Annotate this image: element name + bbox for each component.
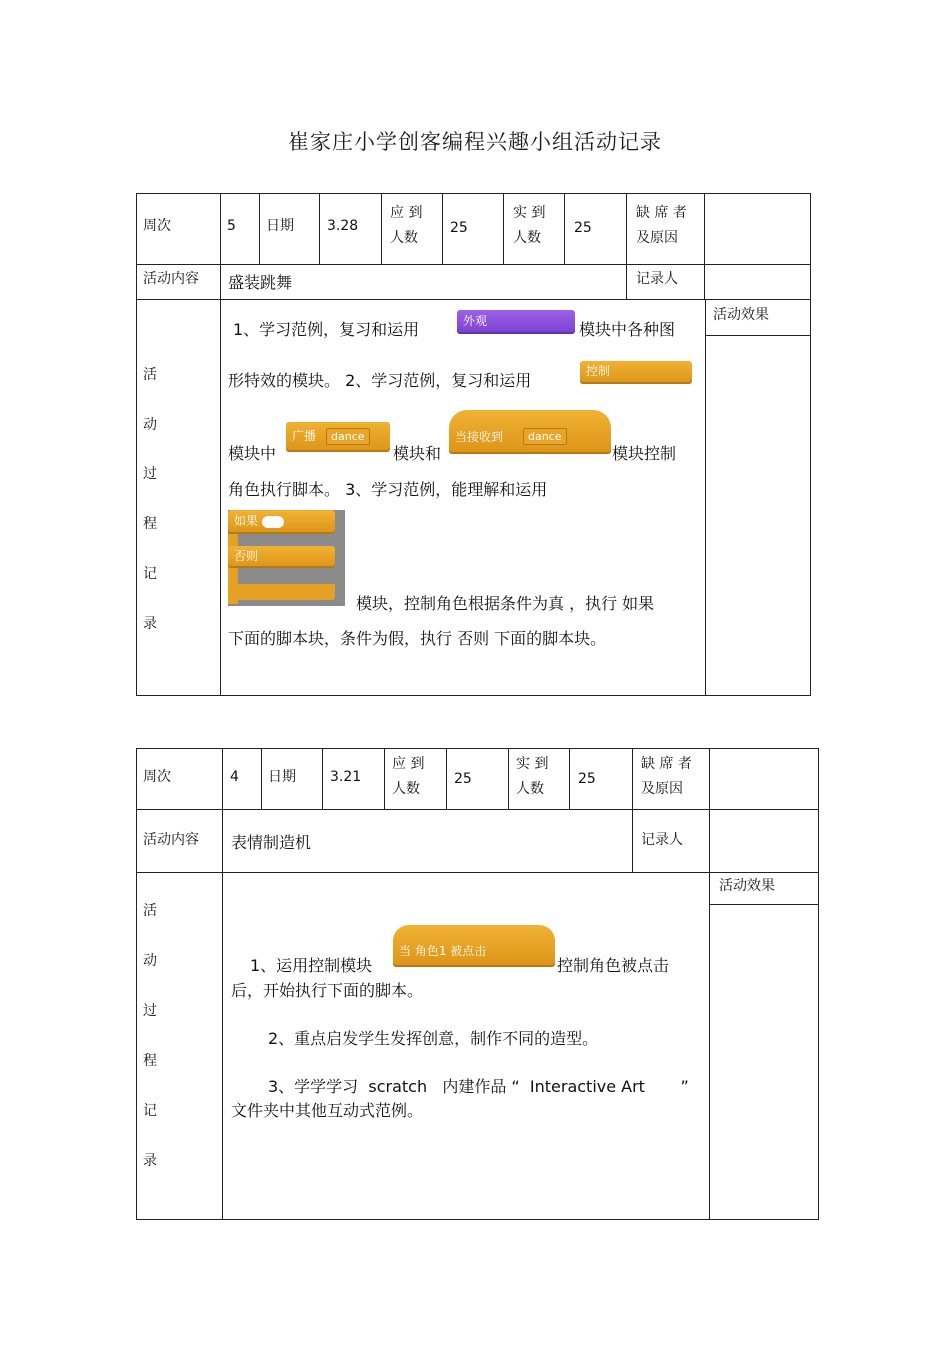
process-text: 控制角色被点击 [557,956,670,975]
process-text: 模块，控制角色根据条件为真 ，执行 如果 [356,594,655,613]
process-char: 录 [143,616,157,632]
looks-block: 外观 [457,310,575,334]
page-title: 崔家庄小学创客编程兴趣小组活动记录 [288,130,662,154]
should-attend-label: 应 到 人数 [392,756,425,797]
broadcast-block: 广播 dance [286,422,390,452]
content-label: 活动内容 [143,832,199,848]
process-char: 动 [143,953,157,969]
content-value: 盛装跳舞 [228,273,293,292]
process-text: 文件夹中其他互动式范例。 [231,1101,424,1120]
process-text: 下面的脚本块，条件为假，执行 否则 下面的脚本块。 [228,629,607,648]
absent-label: 缺 席 者 及原因 [636,205,687,246]
process-text: 3、学学学习 scratch 内建作品 “ Interactive Art ” [268,1077,689,1096]
process-char: 活 [143,367,157,383]
actual-attend-value: 25 [578,771,596,787]
week-value: 5 [227,218,236,234]
date-value: 3.28 [327,218,359,234]
process-char: 程 [143,1053,157,1069]
actual-attend-value: 25 [574,220,592,236]
should-attend-value: 25 [450,220,468,236]
sprite-clicked-block: 当 角色1 被点击 [393,925,555,967]
effect-label: 活动效果 [713,307,769,323]
date-label: 日期 [268,769,296,785]
process-text: 2、重点启发学生发挥创意，制作不同的造型。 [268,1029,599,1048]
process-char: 录 [143,1153,157,1169]
recorder-label: 记录人 [641,832,683,848]
process-text: 模块控制 [612,444,677,463]
process-char: 记 [143,1103,157,1119]
else-block: 否则 [228,546,335,568]
process-text: 模块中各种图 [579,320,676,339]
content-value: 表情制造机 [231,833,312,852]
process-text: 后，开始执行下面的脚本。 [231,981,424,1000]
date-value: 3.21 [330,769,362,785]
if-else-block: 如果 [228,510,335,534]
process-text: 模块和 [393,444,442,463]
when-receive-block: 当接收到 dance [449,410,611,454]
absent-label: 缺 席 者 及原因 [641,756,692,797]
control-block: 控制 [580,361,692,384]
date-label: 日期 [266,218,294,234]
process-char: 活 [143,903,157,919]
process-char: 记 [143,566,157,582]
recorder-label: 记录人 [636,271,678,287]
week-value: 4 [230,769,239,785]
should-attend-value: 25 [454,771,472,787]
actual-attend-label: 实 到 人数 [513,205,546,246]
actual-attend-label: 实 到 人数 [516,756,549,797]
process-char: 动 [143,417,157,433]
week-label: 周次 [143,769,171,785]
process-text: 角色执行脚本。 3、学习范例，能理解和运用 [228,480,548,499]
process-text: 形特效的模块。 2、学习范例，复习和运用 [228,371,532,390]
week-label: 周次 [143,218,171,234]
process-text: 模块中 [228,444,277,463]
process-char: 过 [143,1003,157,1019]
content-label: 活动内容 [143,271,199,287]
process-text: 1、运用控制模块 [250,956,373,975]
process-char: 过 [143,466,157,482]
effect-label: 活动效果 [719,878,775,894]
process-char: 程 [143,516,157,532]
process-text: 1、学习范例，复习和运用 [233,320,420,339]
should-attend-label: 应 到 人数 [390,205,423,246]
